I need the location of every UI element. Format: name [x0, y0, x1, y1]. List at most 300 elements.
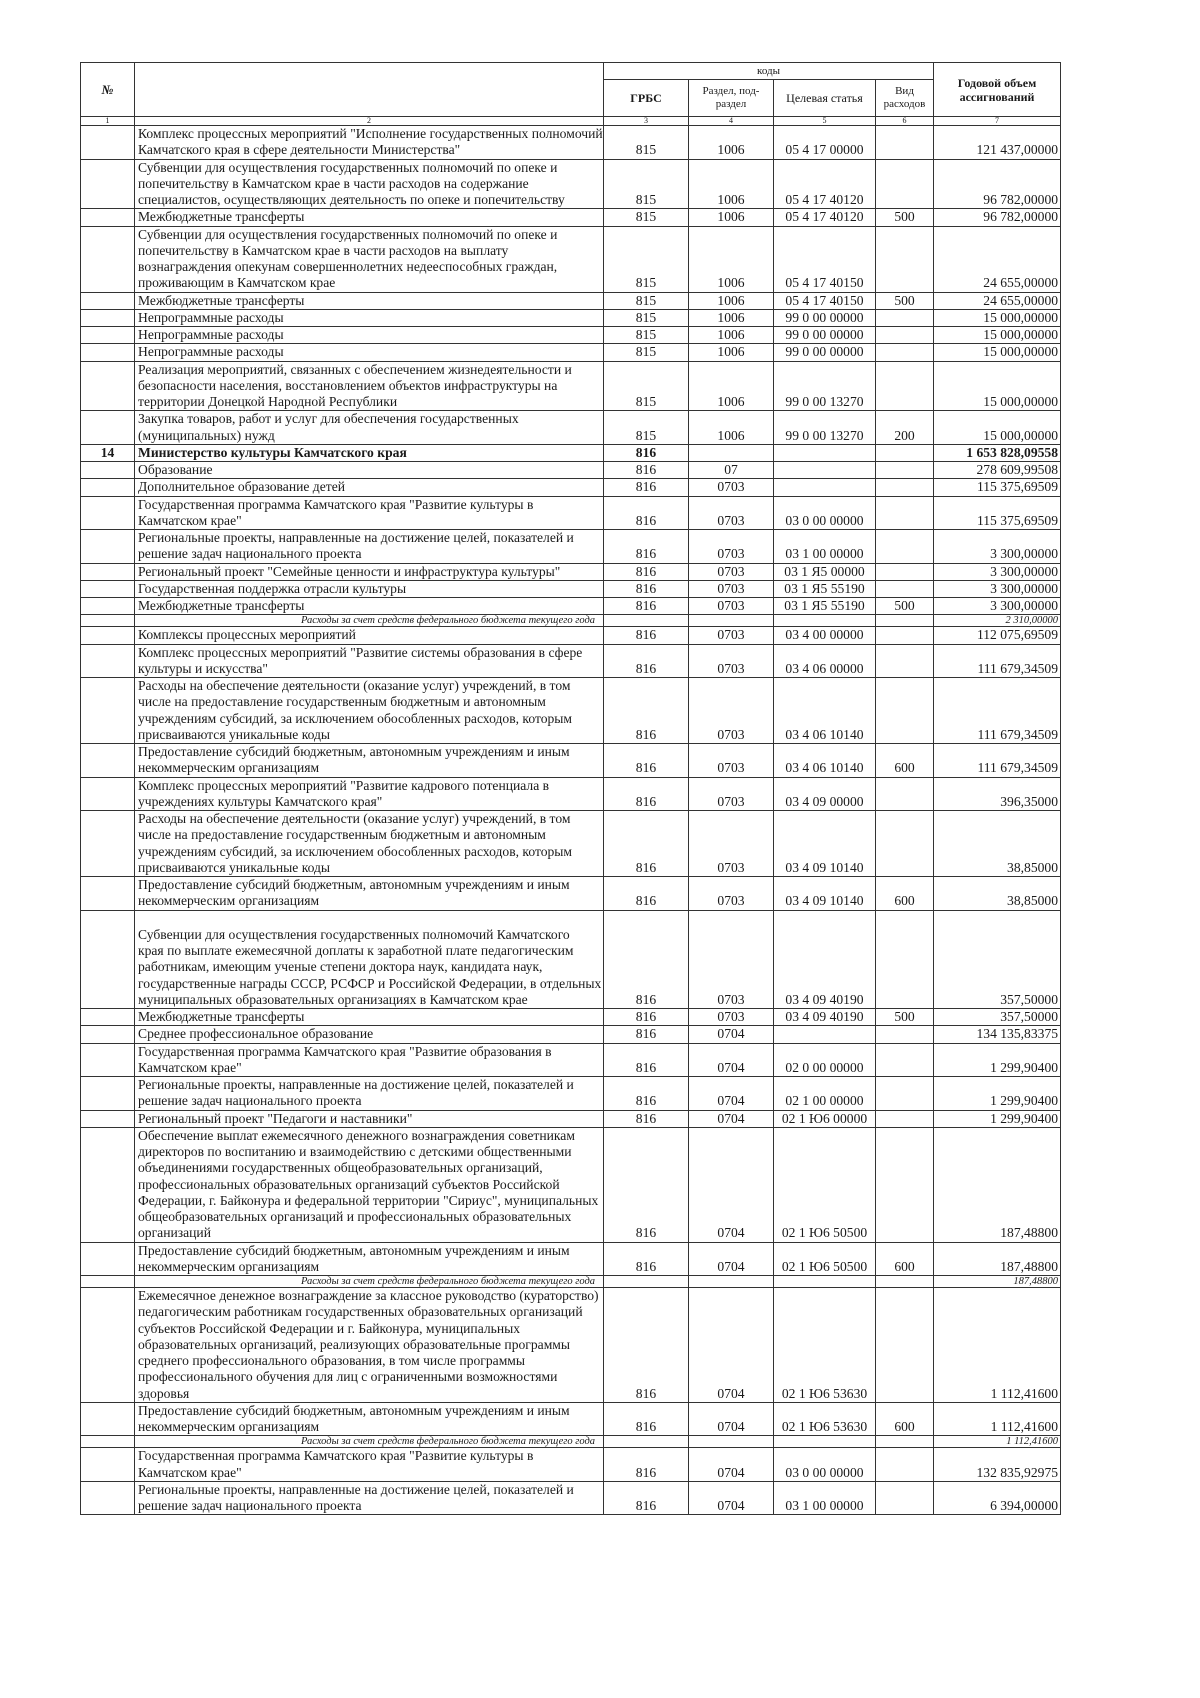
- row-number-cell: [81, 563, 135, 580]
- table-row: [81, 309, 1061, 326]
- grbs-code-cell: 816: [604, 777, 689, 811]
- name-column-header: [135, 63, 604, 117]
- row-number-cell: [81, 1110, 135, 1127]
- section-code-cell: 0703: [689, 530, 774, 564]
- annual-amount-cell: 357,50000: [934, 1009, 1061, 1026]
- target-article-cell: 03 0 00 00000: [774, 496, 876, 530]
- expense-type-cell: [876, 1288, 934, 1403]
- table-row: [81, 411, 1061, 445]
- section-code-cell: [689, 1436, 774, 1448]
- expense-type-cell: [876, 811, 934, 877]
- annual-amount-cell: 15 000,00000: [934, 361, 1061, 411]
- row-number-cell: [81, 1127, 135, 1242]
- table-row: [81, 744, 1061, 778]
- grbs-code-cell: 815: [604, 159, 689, 209]
- section-code-cell: 0704: [689, 1242, 774, 1276]
- section-code-cell: 0704: [689, 1402, 774, 1436]
- target-article-cell: 03 1 00 00000: [774, 530, 876, 564]
- row-number-cell: [81, 309, 135, 326]
- grbs-code-cell: 816: [604, 580, 689, 597]
- grbs-column-header: ГРБС: [604, 80, 689, 117]
- grbs-code-cell: 816: [604, 1448, 689, 1482]
- section-code-cell: 0703: [689, 598, 774, 615]
- grbs-code-cell: 816: [604, 444, 689, 461]
- expense-type-cell: [876, 327, 934, 344]
- expense-type-cell: [876, 159, 934, 209]
- table-row: [81, 580, 1061, 597]
- federal-funds-note-row: [81, 1276, 1061, 1288]
- annual-amount-cell: 1 112,41600: [934, 1402, 1061, 1436]
- expense-type-cell: [876, 1276, 934, 1288]
- item-name-cell: Образование: [135, 462, 604, 479]
- section-code-cell: 0703: [689, 496, 774, 530]
- row-number-cell: [81, 1242, 135, 1276]
- column-number: 5: [774, 117, 876, 126]
- table-row: [81, 344, 1061, 361]
- item-name-cell: Расходы на обеспечение деятельности (оказание услуг) учреждений, в том числе на предоставление государственным бюджетным и автономным учреждениям субсидий, за исключением обособленных расходов, которым присваиваются уникальные коды: [135, 678, 604, 744]
- table-row: [81, 811, 1061, 877]
- annual-amount-cell: 357,50000: [934, 910, 1061, 1009]
- expense-type-cell: [876, 361, 934, 411]
- row-number-cell: [81, 580, 135, 597]
- federal-funds-note: Расходы за счет средств федерального бюджета текущего года: [135, 1276, 604, 1288]
- table-row: [81, 1026, 1061, 1043]
- section-code-cell: 1006: [689, 344, 774, 361]
- row-number-cell: [81, 1448, 135, 1482]
- table-row: [81, 530, 1061, 564]
- section-code-cell: 0704: [689, 1127, 774, 1242]
- expense-type-cell: [876, 226, 934, 292]
- table-row: [81, 1481, 1061, 1515]
- expense-type-cell: 500: [876, 292, 934, 309]
- expense-type-cell: [876, 563, 934, 580]
- annual-amount-cell: 6 394,00000: [934, 1481, 1061, 1515]
- expense-type-cell: [876, 1127, 934, 1242]
- grbs-code-cell: 816: [604, 563, 689, 580]
- annual-amount-cell: 112 075,69509: [934, 627, 1061, 644]
- annual-amount-cell: 187,48800: [934, 1127, 1061, 1242]
- target-article-cell: [774, 444, 876, 461]
- grbs-code-cell: 815: [604, 126, 689, 160]
- item-name-cell: Расходы на обеспечение деятельности (оказание услуг) учреждений, в том числе на предоставление государственным бюджетным и автономным учреждениям субсидий, за исключением обособленных расходов, которым присваиваются уникальные коды: [135, 811, 604, 877]
- annual-amount-cell: 134 135,83375: [934, 1026, 1061, 1043]
- table-row: [81, 292, 1061, 309]
- expense-type-cell: [876, 126, 934, 160]
- grbs-code-cell: 815: [604, 209, 689, 226]
- annual-amount-cell: 38,85000: [934, 877, 1061, 911]
- section-code-cell: 1006: [689, 209, 774, 226]
- table-row: [81, 1009, 1061, 1026]
- annual-amount-cell: 111 679,34509: [934, 644, 1061, 678]
- target-article-cell: 03 4 06 00000: [774, 644, 876, 678]
- row-number-cell: [81, 910, 135, 1009]
- target-article-cell: 99 0 00 00000: [774, 344, 876, 361]
- column-number: 2: [135, 117, 604, 126]
- expense-type-cell: 500: [876, 598, 934, 615]
- row-number-cell: [81, 344, 135, 361]
- expense-type-column-header: Вид расходов: [876, 80, 934, 117]
- expense-type-cell: [876, 678, 934, 744]
- expense-type-cell: 200: [876, 411, 934, 445]
- table-row: [81, 226, 1061, 292]
- row-number-cell: [81, 411, 135, 445]
- budget-allocations-table: [80, 62, 1061, 1515]
- grbs-code-cell: 816: [604, 1077, 689, 1111]
- item-name-cell: Комплекс процессных мероприятий "Развитие системы образования в сфере культуры и искусства": [135, 644, 604, 678]
- item-name-cell: Непрограммные расходы: [135, 309, 604, 326]
- row-number-cell: [81, 777, 135, 811]
- row-number-cell: [81, 496, 135, 530]
- target-article-cell: 02 1 Ю6 00000: [774, 1110, 876, 1127]
- column-number: 6: [876, 117, 934, 126]
- grbs-code-cell: 816: [604, 530, 689, 564]
- row-number-cell: [81, 292, 135, 309]
- expense-type-cell: [876, 462, 934, 479]
- item-name-cell: Непрограммные расходы: [135, 344, 604, 361]
- item-name-cell: Ежемесячное денежное вознаграждение за классное руководство (кураторство) педагогическим работникам государственных образовательных организаций субъектов Российской Федерации и г. Байконура, муниципальных образовательных организаций, реализующих образовательные программы среднего профессионального образования, в том числе программы профессионального обучения для лиц с ограниченными возможностями здоровья: [135, 1288, 604, 1403]
- annual-amount-cell: 111 679,34509: [934, 678, 1061, 744]
- row-number-cell: [81, 1077, 135, 1111]
- target-article-cell: 99 0 00 13270: [774, 411, 876, 445]
- federal-funds-note: Расходы за счет средств федерального бюджета текущего года: [135, 615, 604, 627]
- federal-funds-note-row: [81, 615, 1061, 627]
- federal-funds-note: Расходы за счет средств федерального бюджета текущего года: [135, 1436, 604, 1448]
- target-article-cell: 05 4 17 40150: [774, 226, 876, 292]
- expense-type-cell: [876, 479, 934, 496]
- target-article-cell: 03 4 09 10140: [774, 811, 876, 877]
- section-code-cell: 1006: [689, 159, 774, 209]
- grbs-code-cell: [604, 615, 689, 627]
- grbs-code-cell: 816: [604, 479, 689, 496]
- section-code-cell: 0703: [689, 479, 774, 496]
- table-row: [81, 209, 1061, 226]
- annual-amount-cell: 1 653 828,09558: [934, 444, 1061, 461]
- item-name-cell: Обеспечение выплат ежемесячного денежного вознаграждения советникам директоров по воспитанию и взаимодействию с детскими общественными объединениями государственных общеобразовательных организаций, профессиональных образовательных организаций субъектов Российской Федерации, г. Байконура и федеральной территории "Сириус", муниципальных общеобразовательных организаций и профессиональных образовательных организаций: [135, 1127, 604, 1242]
- annual-amount-cell: 1 299,90400: [934, 1043, 1061, 1077]
- grbs-code-cell: 816: [604, 744, 689, 778]
- row-number-cell: [81, 615, 135, 627]
- expense-type-cell: [876, 580, 934, 597]
- row-number-cell: [81, 1481, 135, 1515]
- item-name-cell: Государственная программа Камчатского края "Развитие образования в Камчатском крае": [135, 1043, 604, 1077]
- row-number-cell: [81, 1009, 135, 1026]
- annual-amount-cell: 3 300,00000: [934, 563, 1061, 580]
- table-row: [81, 327, 1061, 344]
- annual-amount-cell: 111 679,34509: [934, 744, 1061, 778]
- table-row: [81, 159, 1061, 209]
- grbs-code-cell: 816: [604, 644, 689, 678]
- item-name-cell: Комплекс процессных мероприятий "Исполнение государственных полномочий Камчатского края в сфере деятельности Министерства": [135, 126, 604, 160]
- target-article-cell: 03 4 09 40190: [774, 1009, 876, 1026]
- target-article-cell: 03 1 00 00000: [774, 1481, 876, 1515]
- section-code-cell: 1006: [689, 226, 774, 292]
- column-number: 1: [81, 117, 135, 126]
- item-name-cell: Среднее профессиональное образование: [135, 1026, 604, 1043]
- target-article-cell: [774, 1026, 876, 1043]
- section-code-cell: [689, 444, 774, 461]
- target-article-cell: 03 4 06 10140: [774, 678, 876, 744]
- annual-amount-cell: 2 310,00000: [934, 615, 1061, 627]
- annual-amount-cell: 278 609,99508: [934, 462, 1061, 479]
- row-number-cell: [81, 744, 135, 778]
- section-code-cell: 0704: [689, 1043, 774, 1077]
- row-number-cell: [81, 627, 135, 644]
- row-number-cell: [81, 1402, 135, 1436]
- grbs-code-cell: 815: [604, 292, 689, 309]
- section-code-cell: 0703: [689, 1009, 774, 1026]
- table-row: [81, 361, 1061, 411]
- annual-amount-cell: 115 375,69509: [934, 479, 1061, 496]
- row-number-cell: [81, 1043, 135, 1077]
- grbs-code-cell: 816: [604, 1481, 689, 1515]
- section-code-cell: 1006: [689, 327, 774, 344]
- annual-amount-cell: 15 000,00000: [934, 327, 1061, 344]
- target-article-cell: 02 1 Ю6 53630: [774, 1402, 876, 1436]
- table-row: [81, 1242, 1061, 1276]
- row-number-cell: [81, 1288, 135, 1403]
- table-body: [81, 126, 1061, 1515]
- item-name-cell: Закупка товаров, работ и услуг для обеспечения государственных (муниципальных) нужд: [135, 411, 604, 445]
- section-code-cell: 0704: [689, 1077, 774, 1111]
- row-number-cell: [81, 1026, 135, 1043]
- table-row: [81, 444, 1061, 461]
- federal-funds-note-row: [81, 1436, 1061, 1448]
- target-article-cell: 05 4 17 40120: [774, 209, 876, 226]
- target-article-cell: 99 0 00 13270: [774, 361, 876, 411]
- grbs-code-cell: 816: [604, 811, 689, 877]
- expense-type-cell: [876, 1448, 934, 1482]
- expense-type-cell: [876, 444, 934, 461]
- row-number-cell: [81, 327, 135, 344]
- item-name-cell: Субвенции для осуществления государственных полномочий по опеке и попечительству в Камчатском крае в части расходов на содержание специалистов, осуществляющих деятельность по опеке и попечительству: [135, 159, 604, 209]
- item-name-cell: Государственная поддержка отрасли культуры: [135, 580, 604, 597]
- item-name-cell: Предоставление субсидий бюджетным, автономным учреждениям и иным некоммерческим организациям: [135, 1402, 604, 1436]
- expense-type-cell: 600: [876, 744, 934, 778]
- annual-amount-cell: 187,48800: [934, 1242, 1061, 1276]
- annual-amount-cell: 187,48800: [934, 1276, 1061, 1288]
- annual-amount-cell: 1 299,90400: [934, 1077, 1061, 1111]
- item-name-cell: Предоставление субсидий бюджетным, автономным учреждениям и иным некоммерческим организациям: [135, 744, 604, 778]
- table-row: [81, 1110, 1061, 1127]
- row-number-cell: [81, 1436, 135, 1448]
- annual-amount-cell: 15 000,00000: [934, 309, 1061, 326]
- section-code-cell: 1006: [689, 361, 774, 411]
- target-article-column-header: Целевая статья: [774, 80, 876, 117]
- grbs-code-cell: 815: [604, 309, 689, 326]
- annual-amount-cell: 24 655,00000: [934, 226, 1061, 292]
- column-number: 3: [604, 117, 689, 126]
- section-code-cell: 0703: [689, 811, 774, 877]
- item-name-cell: Комплексы процессных мероприятий: [135, 627, 604, 644]
- row-number-cell: [81, 1276, 135, 1288]
- annual-amount-cell: 1 112,41600: [934, 1436, 1061, 1448]
- table-row: [81, 777, 1061, 811]
- target-article-cell: 03 0 00 00000: [774, 1448, 876, 1482]
- expense-type-cell: [876, 644, 934, 678]
- row-number-cell: [81, 877, 135, 911]
- target-article-cell: 02 1 Ю6 53630: [774, 1288, 876, 1403]
- table-row: [81, 496, 1061, 530]
- column-number: 4: [689, 117, 774, 126]
- expense-type-cell: [876, 777, 934, 811]
- row-number-cell: 14: [81, 444, 135, 461]
- grbs-code-cell: 816: [604, 1127, 689, 1242]
- annual-amount-cell: 396,35000: [934, 777, 1061, 811]
- section-code-cell: 0703: [689, 563, 774, 580]
- item-name-cell: Региональный проект "Педагоги и наставники": [135, 1110, 604, 1127]
- expense-type-cell: 600: [876, 877, 934, 911]
- row-number-cell: [81, 644, 135, 678]
- annual-amount-cell: 15 000,00000: [934, 411, 1061, 445]
- expense-type-cell: [876, 910, 934, 1009]
- target-article-cell: [774, 1276, 876, 1288]
- row-number-cell: [81, 598, 135, 615]
- section-code-cell: 07: [689, 462, 774, 479]
- target-article-cell: 02 0 00 00000: [774, 1043, 876, 1077]
- expense-type-cell: [876, 1077, 934, 1111]
- expense-type-cell: [876, 309, 934, 326]
- grbs-code-cell: 816: [604, 598, 689, 615]
- target-article-cell: 05 4 17 00000: [774, 126, 876, 160]
- table-row: [81, 644, 1061, 678]
- target-article-cell: 02 1 Ю6 50500: [774, 1242, 876, 1276]
- item-name-cell: Межбюджетные трансферты: [135, 1009, 604, 1026]
- row-number-cell: [81, 811, 135, 877]
- section-code-cell: 0704: [689, 1448, 774, 1482]
- grbs-code-cell: 815: [604, 327, 689, 344]
- annual-amount-cell: 115 375,69509: [934, 496, 1061, 530]
- expense-type-cell: [876, 1481, 934, 1515]
- grbs-code-cell: 815: [604, 344, 689, 361]
- section-code-cell: 0704: [689, 1026, 774, 1043]
- table-row: [81, 1043, 1061, 1077]
- grbs-code-cell: 816: [604, 910, 689, 1009]
- target-article-cell: 03 1 Я5 00000: [774, 563, 876, 580]
- grbs-code-cell: 816: [604, 1402, 689, 1436]
- target-article-cell: 99 0 00 00000: [774, 309, 876, 326]
- section-code-cell: 1006: [689, 126, 774, 160]
- item-name-cell: Межбюджетные трансферты: [135, 292, 604, 309]
- target-article-cell: 99 0 00 00000: [774, 327, 876, 344]
- item-name-cell: Министерство культуры Камчатского края: [135, 444, 604, 461]
- item-name-cell: Предоставление субсидий бюджетным, автономным учреждениям и иным некоммерческим организациям: [135, 1242, 604, 1276]
- grbs-code-cell: 816: [604, 1110, 689, 1127]
- target-article-cell: [774, 615, 876, 627]
- table-row: [81, 563, 1061, 580]
- target-article-cell: 02 1 00 00000: [774, 1077, 876, 1111]
- target-article-cell: 05 4 17 40120: [774, 159, 876, 209]
- expense-type-cell: [876, 1026, 934, 1043]
- annual-amount-cell: 1 299,90400: [934, 1110, 1061, 1127]
- grbs-code-cell: 816: [604, 496, 689, 530]
- grbs-code-cell: 816: [604, 1026, 689, 1043]
- item-name-cell: Региональные проекты, направленные на достижение целей, показателей и решение задач национального проекта: [135, 530, 604, 564]
- table-row: [81, 1127, 1061, 1242]
- item-name-cell: Субвенции для осуществления государственных полномочий по опеке и попечительству в Камчатском крае в части расходов на выплату вознаграждения опекунам совершеннолетних недееспособных граждан, проживающим в Камчатском крае: [135, 226, 604, 292]
- target-article-cell: 03 4 09 00000: [774, 777, 876, 811]
- grbs-code-cell: 816: [604, 462, 689, 479]
- section-code-cell: 0704: [689, 1481, 774, 1515]
- expense-type-cell: [876, 615, 934, 627]
- item-name-cell: Непрограммные расходы: [135, 327, 604, 344]
- annual-amount-cell: 132 835,92975: [934, 1448, 1061, 1482]
- header-row: [81, 63, 1061, 80]
- item-name-cell: Дополнительное образование детей: [135, 479, 604, 496]
- table-row: [81, 1402, 1061, 1436]
- grbs-code-cell: 815: [604, 361, 689, 411]
- table-header: [81, 63, 1061, 126]
- table-row: [81, 678, 1061, 744]
- item-name-cell: Предоставление субсидий бюджетным, автономным учреждениям и иным некоммерческим организациям: [135, 877, 604, 911]
- row-number-cell: [81, 361, 135, 411]
- section-code-cell: 0703: [689, 910, 774, 1009]
- grbs-code-cell: [604, 1276, 689, 1288]
- grbs-code-cell: [604, 1436, 689, 1448]
- target-article-cell: 02 1 Ю6 50500: [774, 1127, 876, 1242]
- annual-amount-cell: 1 112,41600: [934, 1288, 1061, 1403]
- grbs-code-cell: 816: [604, 1242, 689, 1276]
- table-row: [81, 479, 1061, 496]
- row-number-cell: [81, 159, 135, 209]
- codes-group-header: коды: [604, 63, 934, 80]
- section-code-cell: 0703: [689, 777, 774, 811]
- annual-amount-cell: 3 300,00000: [934, 530, 1061, 564]
- annual-amount-cell: 96 782,00000: [934, 159, 1061, 209]
- annual-amount-cell: 24 655,00000: [934, 292, 1061, 309]
- section-code-cell: 1006: [689, 292, 774, 309]
- table-row: [81, 126, 1061, 160]
- grbs-code-cell: 815: [604, 226, 689, 292]
- annual-amount-cell: 121 437,00000: [934, 126, 1061, 160]
- annual-amount-header: Годовой объем ассигнований: [934, 63, 1061, 117]
- section-code-cell: 0703: [689, 744, 774, 778]
- section-code-cell: 0703: [689, 580, 774, 597]
- row-number-cell: [81, 479, 135, 496]
- table-row: [81, 1077, 1061, 1111]
- table-row: [81, 1448, 1061, 1482]
- expense-type-cell: [876, 530, 934, 564]
- expense-type-cell: [876, 1110, 934, 1127]
- annual-amount-cell: 3 300,00000: [934, 598, 1061, 615]
- section-code-cell: 1006: [689, 309, 774, 326]
- item-name-cell: Региональные проекты, направленные на достижение целей, показателей и решение задач национального проекта: [135, 1077, 604, 1111]
- target-article-cell: 03 1 Я5 55190: [774, 598, 876, 615]
- expense-type-cell: [876, 496, 934, 530]
- section-code-cell: [689, 1276, 774, 1288]
- section-code-cell: 0703: [689, 644, 774, 678]
- target-article-cell: [774, 479, 876, 496]
- section-code-cell: 1006: [689, 411, 774, 445]
- expense-type-cell: [876, 1436, 934, 1448]
- target-article-cell: 03 4 09 40190: [774, 910, 876, 1009]
- row-number-cell: [81, 678, 135, 744]
- expense-type-cell: [876, 627, 934, 644]
- grbs-code-cell: 816: [604, 1288, 689, 1403]
- target-article-cell: 03 1 Я5 55190: [774, 580, 876, 597]
- item-name-cell: Межбюджетные трансферты: [135, 209, 604, 226]
- grbs-code-cell: 815: [604, 411, 689, 445]
- expense-type-cell: 600: [876, 1402, 934, 1436]
- grbs-code-cell: 816: [604, 877, 689, 911]
- target-article-cell: 03 4 06 10140: [774, 744, 876, 778]
- item-name-cell: Региональный проект "Семейные ценности и инфраструктура культуры": [135, 563, 604, 580]
- section-code-cell: [689, 615, 774, 627]
- expense-type-cell: 500: [876, 209, 934, 226]
- item-name-cell: Государственная программа Камчатского края "Развитие культуры в Камчатском крае": [135, 496, 604, 530]
- expense-type-cell: [876, 344, 934, 361]
- table-row: [81, 910, 1061, 1009]
- grbs-code-cell: 816: [604, 1009, 689, 1026]
